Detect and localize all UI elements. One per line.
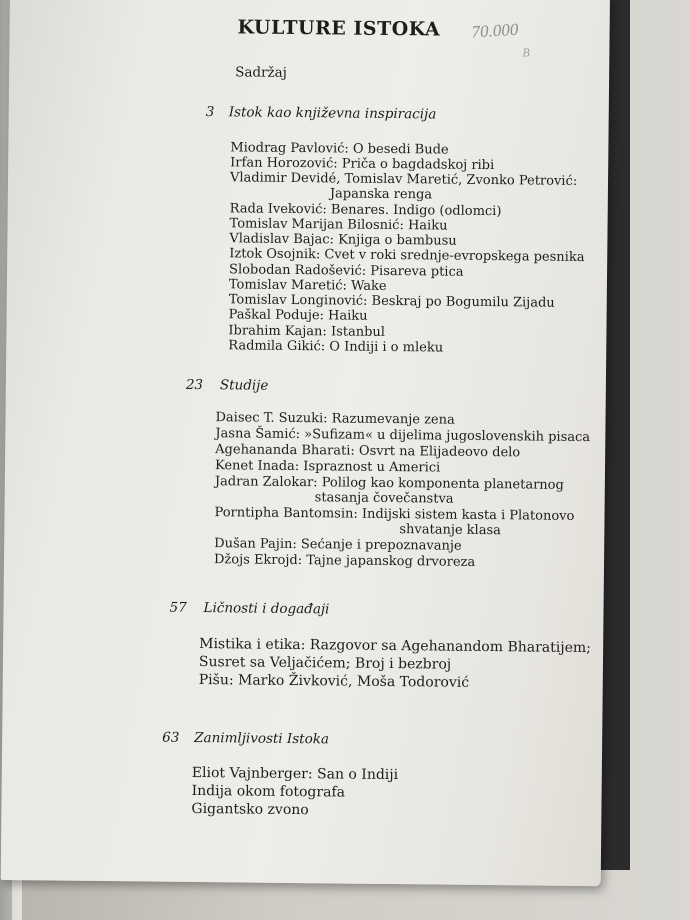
pencil-mark: B bbox=[522, 45, 530, 60]
toc-entry: Susret sa Veljačićem; Broj i bezbroj bbox=[198, 654, 452, 673]
contents-heading: Sadržaj bbox=[235, 64, 287, 81]
toc-entry: stasanja čovečanstva bbox=[314, 490, 454, 507]
toc-entry: Pišu: Marko Živković, Moša Todorović bbox=[198, 672, 470, 691]
contents-page bbox=[1, 0, 610, 886]
section-title: Studije bbox=[219, 377, 269, 394]
toc-entry: Indija okom fotografa bbox=[191, 782, 346, 801]
toc-entry: Miodrag Pavlović: O besedi Bude bbox=[230, 140, 449, 158]
toc-entry: Jadran Zalokar: Polilog kao komponenta planetarnog bbox=[214, 474, 564, 493]
toc-entry: Džojs Ekrojd: Tajne japanskog drvoreza bbox=[213, 552, 476, 570]
toc-entry: shvatanje klasa bbox=[399, 522, 502, 539]
toc-entry: Rada Iveković: Benares. Indigo (odlomci) bbox=[229, 201, 502, 220]
toc-entry: Vladimir Devidé, Tomislav Maretić, Zvonko Petrović: bbox=[229, 170, 578, 189]
toc-entry: Gigantsko zvono bbox=[191, 800, 309, 819]
toc-entry: Radmila Gikić: O Indiji i o mleku bbox=[228, 338, 444, 356]
toc-entry: Mistika i etika: Razgovor sa Agehanandom Bharatijem; bbox=[199, 636, 591, 657]
page-title: KULTURE ISTOKA bbox=[237, 16, 441, 41]
toc-entry: Porntipha Bantomsin: Indijski sistem kasta i Platonovo bbox=[214, 505, 575, 524]
toc-entry: Japanska renga bbox=[329, 186, 433, 203]
section-page-number: 63 bbox=[162, 729, 180, 746]
toc-entry: Tomislav Longinović: Beskraj po Bogumilu Zijadu bbox=[228, 292, 555, 311]
toc-entry: Ibrahim Kajan: Istanbul bbox=[228, 323, 386, 340]
toc-entry: Slobodan Radošević: Pisareva ptica bbox=[229, 262, 464, 280]
toc-entry: Irfan Horozović: Priča o bagdadskoj ribi bbox=[230, 155, 495, 174]
toc-entry: Eliot Vajnberger: San o Indiji bbox=[191, 764, 399, 784]
toc-entry: Tomislav Maretić: Wake bbox=[228, 277, 387, 294]
toc-entry: Tomislav Marijan Bilosnić: Haiku bbox=[229, 216, 448, 234]
section-page-number: 57 bbox=[169, 599, 187, 616]
section-title: Ličnosti i događaji bbox=[203, 600, 330, 618]
toc-entry: Paškal Poduje: Haiku bbox=[228, 307, 368, 324]
section-title: Zanimljivosti Istoka bbox=[194, 729, 330, 748]
toc-entry: Kenet Inada: Ispraznost u Americi bbox=[214, 458, 441, 476]
toc-entry: Jasna Šamić: »Sufizam« u dijelima jugoslovenskih pisaca bbox=[215, 426, 591, 446]
toc-entry: Agehananda Bharati: Osvrt na Elijadeovo delo bbox=[215, 442, 521, 461]
toc-entry: Vladislav Bajac: Knjiga o bambusu bbox=[229, 231, 457, 249]
section-title: Istok kao književna inspiracija bbox=[228, 104, 437, 123]
toc-entry: Dušan Pajin: Sećanje i prepoznavanje bbox=[214, 536, 462, 554]
toc-entry: Iztok Osojnik: Cvet v roki srednje-evropskega pesnika bbox=[229, 246, 585, 266]
section-page-number: 23 bbox=[185, 376, 204, 394]
toc-entry: Daisec T. Suzuki: Razumevanje zena bbox=[215, 410, 455, 428]
section-page-number: 3 bbox=[205, 104, 215, 121]
price-annotation: 70.000 bbox=[471, 19, 519, 42]
